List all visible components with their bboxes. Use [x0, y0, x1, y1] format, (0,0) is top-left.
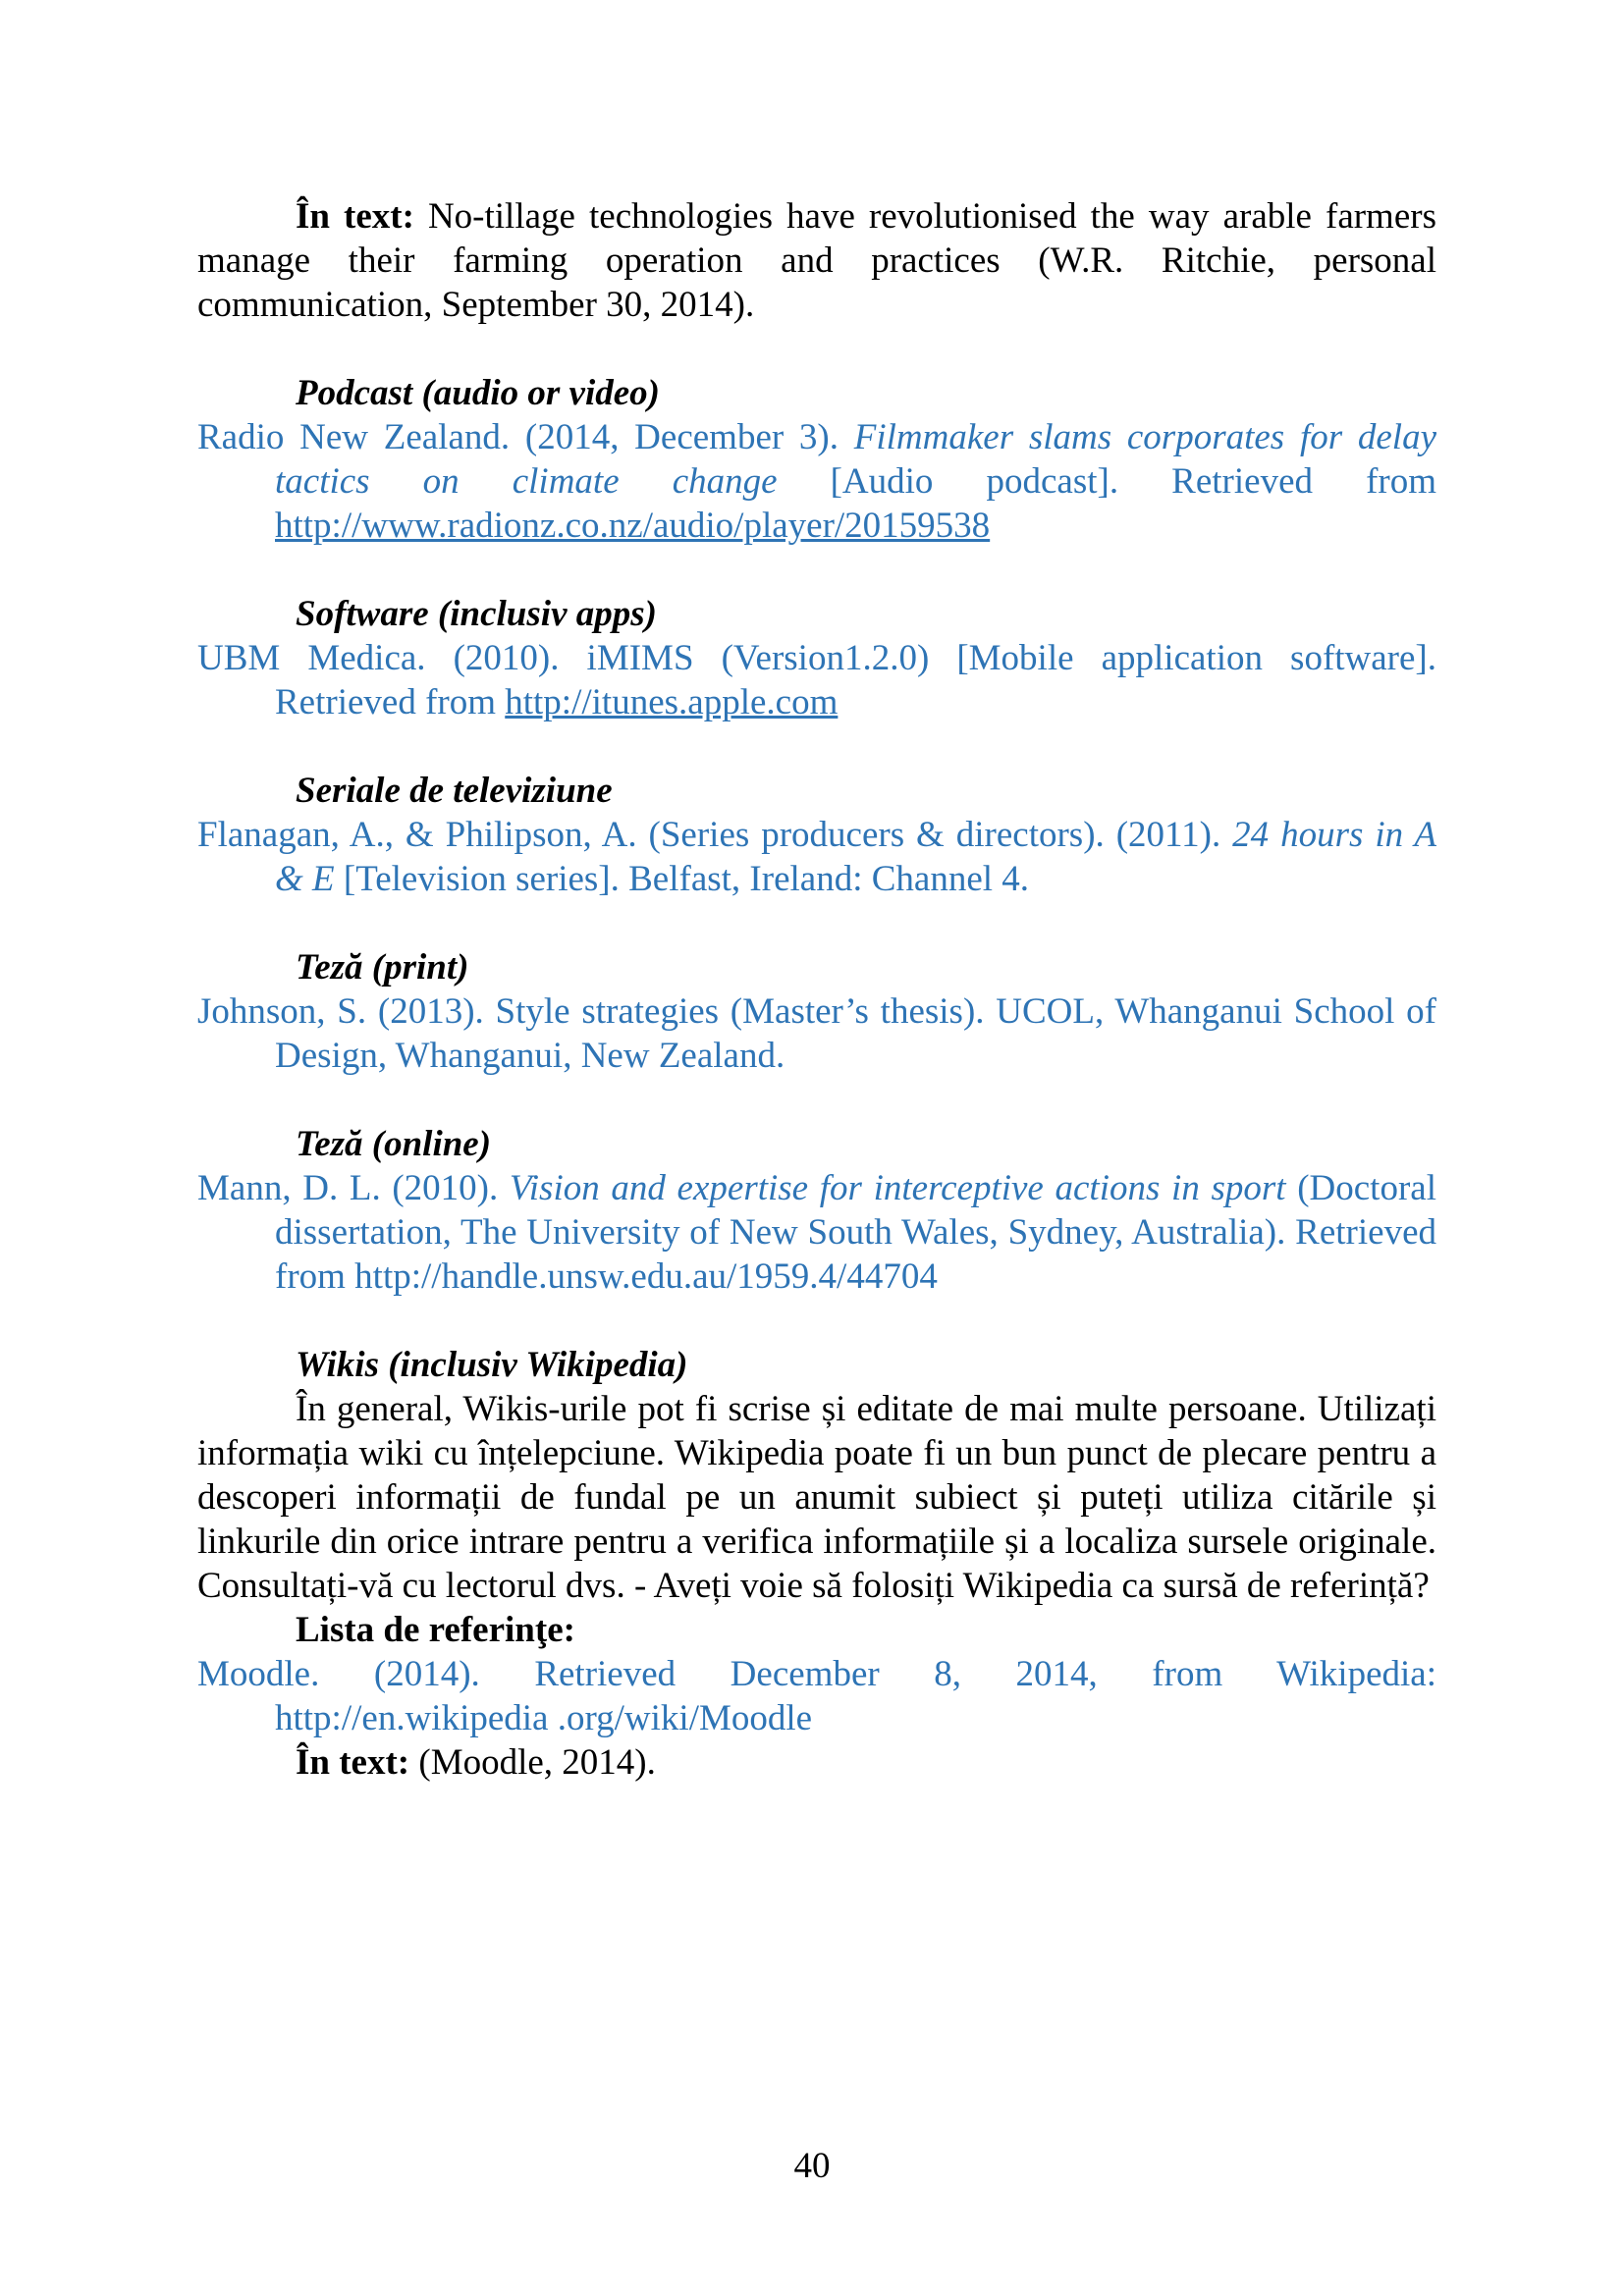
reference-list-heading: Lista de referinţe:	[296, 1610, 575, 1650]
intext-personal-paragraph	[197, 194, 1436, 327]
thesis-online-heading: Teză (online)	[296, 1124, 492, 1164]
software-reference	[197, 636, 1436, 724]
moodle-intext-value: (Moodle, 2014).	[409, 1742, 656, 1783]
intext-label: În text:	[296, 196, 414, 237]
podcast-ref-start: Radio New Zealand. (2014, December 3).	[197, 417, 854, 457]
thesis-print-heading: Teză (print)	[296, 947, 469, 988]
thesis-online-ref-start: Mann, D. L. (2010).	[197, 1168, 510, 1208]
tv-series-ref-title: 24 hours in A & E	[275, 815, 1436, 899]
page-number: 40	[793, 2146, 831, 2186]
tv-series-heading: Seriale de televiziune	[296, 771, 613, 811]
thesis-online-ref-title: Vision and expertise for interceptive actions in sport	[509, 1168, 1286, 1208]
tv-series-reference	[197, 813, 1436, 901]
page-content	[197, 194, 1436, 1785]
moodle-reference-line1: Moodle. (2014). Retrieved December 8, 2014, from Wikipedia:	[197, 1654, 1436, 1694]
software-ref-link[interactable]: http://itunes.apple.com	[505, 682, 839, 722]
moodle-reference-line2: http://en.wikipedia .org/wiki/Moodle	[275, 1698, 813, 1738]
podcast-ref-title: Filmmaker slams corporates for delay tactics on climate change	[275, 417, 1436, 502]
moodle-intext	[197, 1740, 1436, 1785]
wikis-paragraph: În general, Wikis-urile pot fi scrise și editate de mai multe persoane. Utilizați informația wiki cu înțelepciune. Wikipedia poate fi un bun punct de plecare pentru a descoperi informații de fundal pe un anumit subiect și puteți utiliza citările și linkurile din orice intrare pentru a verifica informațiile și a localiza sursele originale. Consultați-vă cu lectorul dvs. - Aveți voie să folosiți Wikipedia ca sursă de referință?	[197, 1389, 1436, 1606]
podcast-ref-mid: [Audio podcast]. Retrieved from	[777, 461, 1436, 502]
thesis-online-ref-end: (Doctoral dissertation, The University of New South Wales, Sydney, Australia). Retrieved from http://handle.unsw.edu.au/1959.4/44704	[275, 1168, 1436, 1297]
tv-series-ref-start: Flanagan, A., & Philipson, A. (Series producers & directors). (2011).	[197, 815, 1233, 855]
wikis-heading: Wikis (inclusiv Wikipedia)	[296, 1345, 688, 1385]
software-ref-start: UBM Medica. (2010). iMIMS (Version1.2.0) [Mobile application software]. Retrieved from	[197, 638, 1436, 722]
intext-personal-text: No-tillage technologies have revolutionised the way arable farmers manage their farming operation and practices (W.R. Ritchie, personal communication, September 30, 2014).	[197, 196, 1436, 325]
tv-series-ref-end: [Television series]. Belfast, Ireland: Channel 4.	[334, 859, 1030, 899]
podcast-ref-link[interactable]: http://www.radionz.co.nz/audio/player/20159538	[275, 506, 991, 546]
moodle-intext-label: În text:	[296, 1742, 410, 1783]
thesis-online-reference	[197, 1166, 1436, 1299]
podcast-reference	[197, 415, 1436, 548]
podcast-heading: Podcast (audio or video)	[296, 373, 660, 413]
software-heading: Software (inclusiv apps)	[296, 594, 657, 634]
thesis-print-reference: Johnson, S. (2013). Style strategies (Master’s thesis). UCOL, Whanganui School of Design, Whanganui, New Zealand.	[197, 991, 1436, 1076]
